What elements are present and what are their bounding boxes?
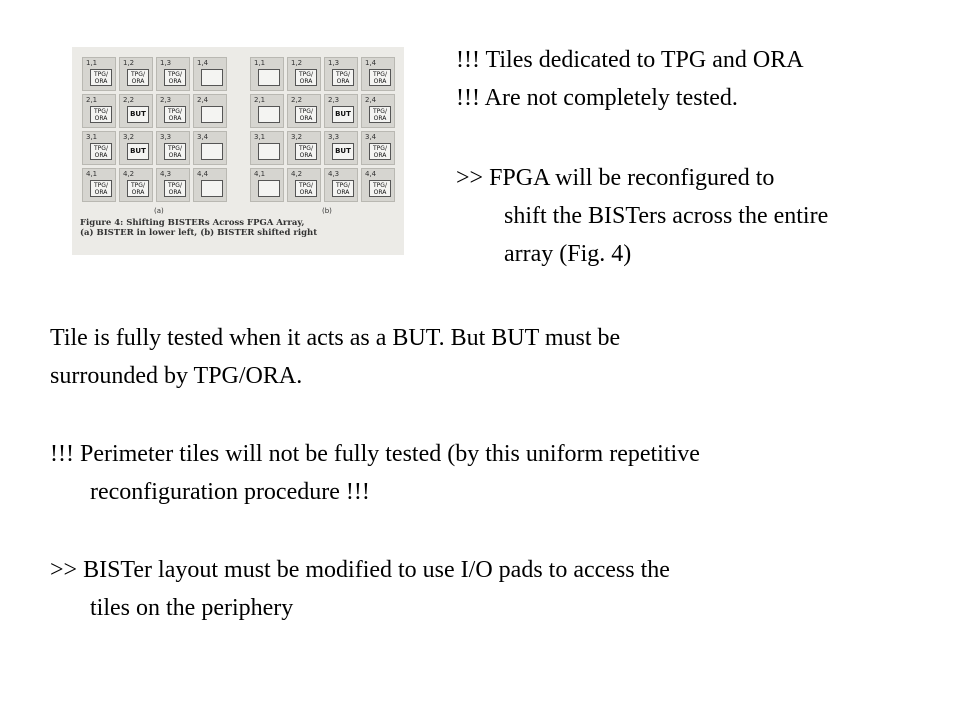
note-line: >> FPGA will be reconfigured to	[456, 165, 775, 191]
array-tile	[82, 94, 116, 128]
note-line: shift the BISTers across the entire	[504, 203, 829, 229]
array-tile	[119, 168, 153, 202]
tile-role-box	[258, 180, 280, 197]
array-tile	[250, 94, 284, 128]
fpga-array-a	[82, 57, 227, 202]
array-tile	[361, 131, 395, 165]
tile-role-box: TPG/ ORA	[295, 180, 317, 197]
tile-id: 1,3	[160, 59, 172, 67]
body-line: !!! Perimeter tiles will not be fully tested (by this uniform repetitive	[50, 441, 700, 467]
tile-id: 4,2	[123, 170, 135, 178]
tile-id: 2,1	[86, 96, 98, 104]
caption-line: Figure 4: Shifting BISTERs Across FPGA Array,	[80, 218, 305, 228]
note-line: array (Fig. 4)	[504, 241, 632, 267]
body-line: reconfiguration procedure !!!	[90, 479, 370, 505]
tile-id: 1,2	[291, 59, 303, 67]
array-tile	[119, 94, 153, 128]
tile-role-box: BUT	[127, 143, 149, 160]
tile-role-box: BUT	[332, 106, 354, 123]
tile-role-box: TPG/ ORA	[164, 69, 186, 86]
array-tile	[324, 131, 358, 165]
array-tile	[193, 168, 227, 202]
array-tile	[287, 94, 321, 128]
tile-role-box: BUT	[332, 143, 354, 160]
tile-id: 3,3	[328, 133, 340, 141]
tile-role-box: TPG/ ORA	[90, 143, 112, 160]
tile-role-box	[201, 180, 223, 197]
array-tile	[361, 168, 395, 202]
tile-role-box: TPG/ ORA	[332, 69, 354, 86]
tile-id: 1,4	[197, 59, 209, 67]
tile-id: 2,2	[291, 96, 303, 104]
tile-id: 3,4	[197, 133, 209, 141]
tile-id: 2,3	[160, 96, 172, 104]
tile-role-box: TPG/ ORA	[164, 143, 186, 160]
tile-role-box: TPG/ ORA	[295, 106, 317, 123]
fpga-array-b	[250, 57, 395, 202]
tile-role-box: TPG/ ORA	[127, 69, 149, 86]
array-tile	[287, 57, 321, 91]
tile-id: 3,1	[86, 133, 98, 141]
array-tile	[193, 57, 227, 91]
array-tile	[156, 168, 190, 202]
body-line: surrounded by TPG/ORA.	[50, 363, 303, 389]
tile-role-box	[201, 69, 223, 86]
array-tile	[82, 168, 116, 202]
tile-id: 4,1	[254, 170, 266, 178]
array-tile	[250, 57, 284, 91]
array-tile	[361, 57, 395, 91]
array-tile	[82, 57, 116, 91]
tile-id: 4,4	[365, 170, 377, 178]
tile-role-box: TPG/ ORA	[332, 180, 354, 197]
tile-role-box: TPG/ ORA	[295, 69, 317, 86]
array-tile	[156, 131, 190, 165]
array-tile	[156, 57, 190, 91]
note-line: !!! Tiles dedicated to TPG and ORA	[456, 47, 804, 73]
tile-role-box: TPG/ ORA	[369, 180, 391, 197]
tile-role-box	[201, 143, 223, 160]
subfigure-label-a: (a)	[154, 207, 164, 215]
tile-role-box: TPG/ ORA	[90, 69, 112, 86]
tile-id: 4,3	[160, 170, 172, 178]
tile-role-box: TPG/ ORA	[164, 106, 186, 123]
array-tile	[287, 131, 321, 165]
tile-id: 3,4	[365, 133, 377, 141]
body-line: Tile is fully tested when it acts as a BUT. But BUT must be	[50, 325, 621, 351]
tile-id: 2,2	[123, 96, 135, 104]
tile-id: 1,1	[254, 59, 266, 67]
tile-id: 4,3	[328, 170, 340, 178]
tile-id: 2,3	[328, 96, 340, 104]
figure-caption	[80, 218, 402, 238]
tile-role-box	[258, 106, 280, 123]
tile-id: 4,2	[291, 170, 303, 178]
tile-id: 3,3	[160, 133, 172, 141]
tile-role-box: TPG/ ORA	[90, 106, 112, 123]
tile-id: 4,4	[197, 170, 209, 178]
array-tile	[82, 131, 116, 165]
tile-id: 3,2	[291, 133, 303, 141]
array-tile	[250, 131, 284, 165]
caption-line: (a) BISTER in lower left, (b) BISTER shifted right	[80, 228, 318, 238]
tile-role-box: TPG/ ORA	[164, 180, 186, 197]
bister-figure	[72, 47, 404, 255]
array-tile	[250, 168, 284, 202]
tile-role-box	[258, 143, 280, 160]
array-tile	[193, 94, 227, 128]
tile-id: 2,4	[197, 96, 209, 104]
array-tile	[193, 131, 227, 165]
array-tile	[287, 168, 321, 202]
tile-role-box: TPG/ ORA	[369, 143, 391, 160]
body-line: >> BISTer layout must be modified to use I/O pads to access the	[50, 557, 670, 583]
tile-id: 2,4	[365, 96, 377, 104]
array-tile	[119, 57, 153, 91]
tile-role-box: TPG/ ORA	[90, 180, 112, 197]
tile-id: 1,4	[365, 59, 377, 67]
array-tile	[324, 168, 358, 202]
tile-role-box: BUT	[127, 106, 149, 123]
array-tile	[324, 57, 358, 91]
tile-id: 1,2	[123, 59, 135, 67]
tile-role-box: TPG/ ORA	[295, 143, 317, 160]
tile-id: 2,1	[254, 96, 266, 104]
tile-id: 3,1	[254, 133, 266, 141]
tile-id: 1,1	[86, 59, 98, 67]
array-tile	[361, 94, 395, 128]
tile-role-box	[258, 69, 280, 86]
note-line: !!! Are not completely tested.	[456, 85, 738, 111]
tile-id: 4,1	[86, 170, 98, 178]
subfigure-label-b: (b)	[322, 207, 332, 215]
body-line: tiles on the periphery	[90, 595, 294, 621]
array-tile	[324, 94, 358, 128]
tile-role-box	[201, 106, 223, 123]
tile-role-box: TPG/ ORA	[369, 69, 391, 86]
array-tile	[119, 131, 153, 165]
tile-role-box: TPG/ ORA	[127, 180, 149, 197]
array-tile	[156, 94, 190, 128]
tile-id: 3,2	[123, 133, 135, 141]
tile-id: 1,3	[328, 59, 340, 67]
tile-role-box: TPG/ ORA	[369, 106, 391, 123]
